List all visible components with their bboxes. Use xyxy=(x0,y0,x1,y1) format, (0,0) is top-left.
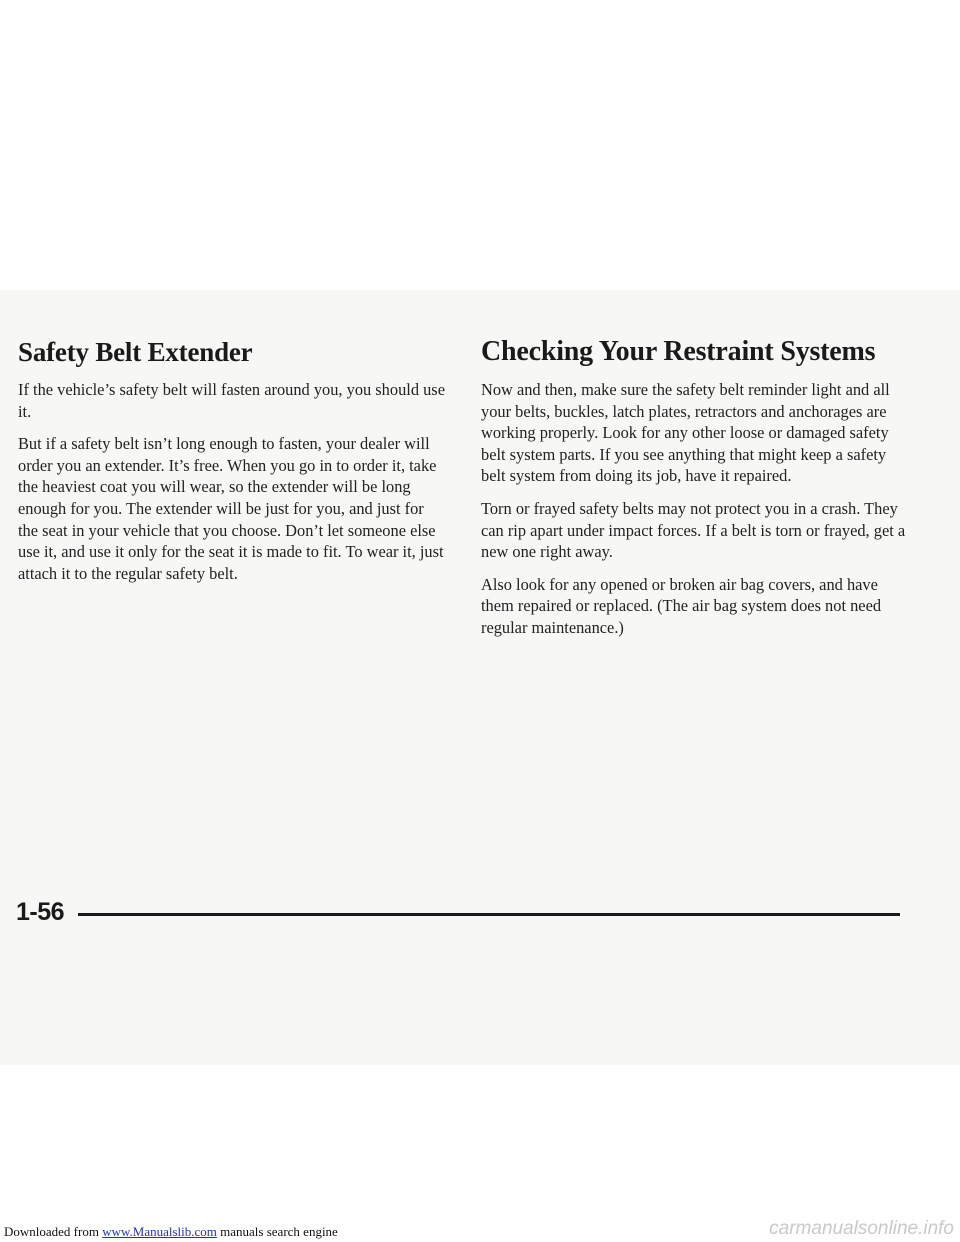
section-heading-checking-restraint-systems: Checking Your Restraint Systems xyxy=(481,336,876,367)
section-heading-safety-belt-extender: Safety Belt Extender xyxy=(18,337,253,367)
footer-rule xyxy=(78,913,900,916)
bottom-margin xyxy=(0,1065,960,1242)
paragraph: But if a safety belt isn’t long enough to fasten, your dealer will order you an extender. It’s free. When you go in to order it, take the heaviest coat you will wear, so the extender will be long enough for you. The extender will be just for you, and just for the seat in your vehicle that you choose. Don’t let someone else use it, and use it only for the seat it is made to fit. To wear it, just attach it to the regular safety belt. xyxy=(18,434,444,583)
page-number: 1-56 xyxy=(16,898,65,926)
watermark: carmanualsonline.info xyxy=(769,1218,954,1239)
top-margin xyxy=(0,0,960,290)
manualslib-link[interactable]: www.Manualslib.com xyxy=(102,1224,217,1239)
download-attribution xyxy=(4,1224,338,1240)
paragraph: Also look for any opened or broken air bag covers, and have them repaired or replaced. (The air bag system does not need regular maintenance.) xyxy=(481,574,882,637)
paragraph: Now and then, make sure the safety belt reminder light and all your belts, buckles, latch plates, retractors and anchorages are working properly. Look for any other loose or damaged safety belt system parts. If you see anything that might keep a safety belt system from doing its job, have it repaired. xyxy=(481,380,890,486)
left-column xyxy=(18,336,446,595)
right-column xyxy=(481,336,911,650)
paragraph: Torn or frayed safety belts may not protect you in a crash. They can rip apart under impact forces. If a belt is torn or frayed, get a new one right away. xyxy=(481,498,906,562)
download-suffix: manuals search engine xyxy=(216,1224,338,1239)
paragraph: If the vehicle’s safety belt will fasten around you, you should use it. xyxy=(18,380,445,421)
download-prefix: Downloaded from xyxy=(4,1224,103,1239)
